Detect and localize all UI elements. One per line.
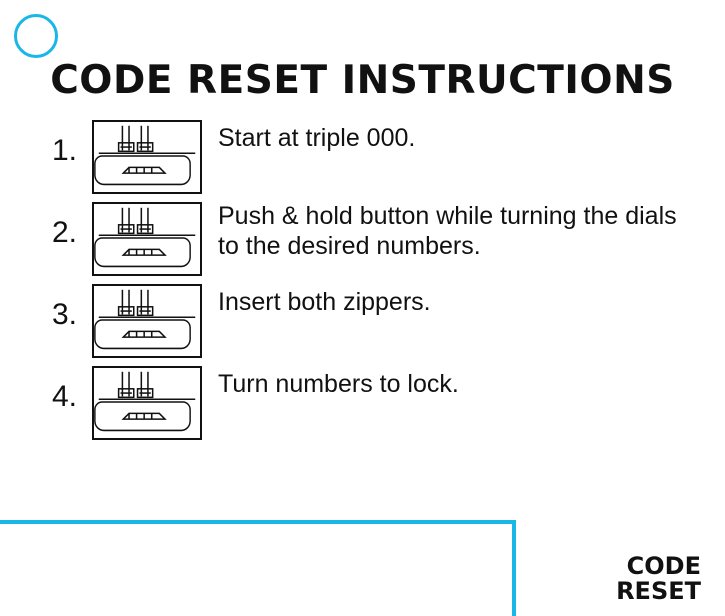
step-text: Insert both zippers.	[218, 288, 431, 316]
step-number: 4.	[52, 380, 78, 413]
padlock-diagram-icon	[92, 284, 202, 358]
list-item	[52, 200, 692, 276]
padlock-diagram-icon	[92, 120, 202, 194]
step-text: Start at triple 000.	[218, 124, 416, 152]
list-item	[52, 118, 692, 194]
step-text: Turn numbers to lock.	[218, 370, 459, 398]
step-number: 2.	[52, 216, 78, 249]
padlock-diagram-icon	[92, 366, 202, 440]
step-text: Push & hold button while turning the dials to the desired numbers.	[218, 202, 677, 260]
steps-list	[52, 118, 692, 446]
step-number: 3.	[52, 298, 78, 331]
brand-line-2: RESET	[616, 576, 701, 605]
padlock-diagram-icon	[92, 202, 202, 276]
list-item	[52, 282, 692, 358]
page-title: CODE RESET INSTRUCTIONS	[50, 58, 675, 103]
step-number: 1.	[52, 134, 78, 167]
circle-decoration-icon	[14, 14, 58, 58]
brand-line-1: CODE	[626, 551, 701, 580]
brand-logo	[616, 551, 701, 605]
frame-border-decoration	[0, 520, 516, 616]
list-item	[52, 364, 692, 440]
